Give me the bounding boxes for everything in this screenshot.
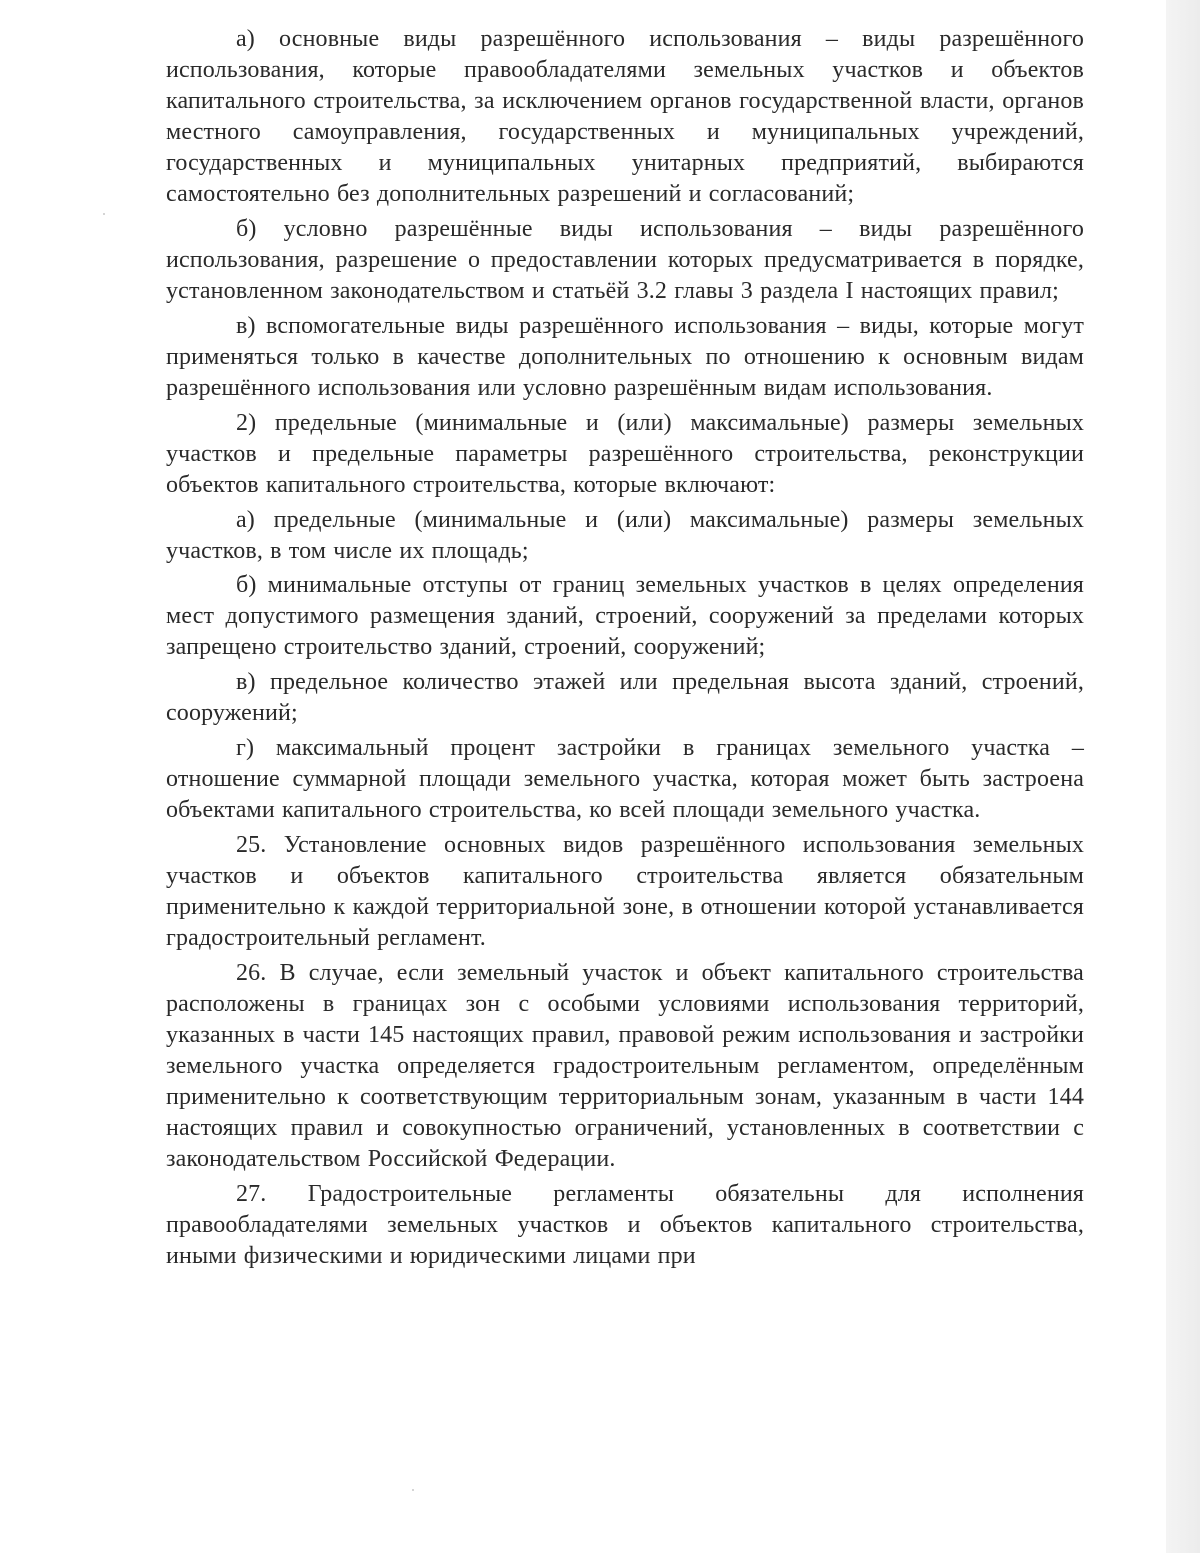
paragraph-minimum-setbacks: б) минимальные отступы от границ земельных участков в целях определения мест допустимого размещения зданий, строений, сооружений за пределами которых запрещено строительство зданий, строений, сооружений; (166, 572, 1084, 661)
scan-speck (412, 1489, 414, 1491)
paragraph-conditional-use-types: б) условно разрешённые виды использования – виды разрешённого использования, разрешение о предоставлении которых предусматривается в порядке, установленном законодательством и статьёй 3.2 главы 3 раздела I настоящих правил; (166, 215, 1084, 304)
paragraph-plot-sizes: а) предельные (минимальные и (или) максимальные) размеры земельных участков, в том числе их площадь; (166, 506, 1084, 564)
document-body (166, 24, 1084, 1276)
scan-speck (103, 213, 105, 215)
paragraph-26: 26. В случае, если земельный участок и объект капитального строительства расположены в границах зон с особыми условиями использования территорий, указанных в части 145 настоящих правил, правовой режим использования и застройки земельного участка определяется градостроительным регламентом, определённым применительно к соответствующим территориальным зонам, указанным в части 144 настоящих правил и совокупностью ограничений, установленных в соответствии с законодательством Российской Федерации. (166, 960, 1084, 1173)
paragraph-auxiliary-use-types: в) вспомогательные виды разрешённого использования – виды, которые могут применяться только в качестве дополнительных по отношению к основным видам разрешённого использования или условно разрешённым видам использования. (166, 312, 1084, 401)
scan-page-edge (1166, 0, 1200, 1553)
paragraph-main-use-types: а) основные виды разрешённого использования – виды разрешённого использования, которые правообладателями земельных участков и объектов капитального строительства, за исключением органов государственной власти, органов местного самоуправления, государственных и муниципальных учреждений, государственных и муниципальных унитарных предприятий, выбираются самостоятельно без дополнительных разрешений и согласований; (166, 26, 1084, 207)
paragraph-limit-parameters: 2) предельные (минимальные и (или) максимальные) размеры земельных участков и предельные параметры разрешённого строительства, реконструкции объектов капитального строительства, которые включают: (166, 409, 1084, 498)
paragraph-27: 27. Градостроительные регламенты обязательны для исполнения правообладателями земельных участков и объектов капитального строительства, иными физическими и юридическими лицами при (166, 1180, 1084, 1269)
paragraph-building-percentage: г) максимальный процент застройки в границах земельного участка – отношение суммарной площади земельного участка, которая может быть застроена объектами капитального строительства, ко всей площади земельного участка. (166, 735, 1084, 824)
paragraph-25: 25. Установление основных видов разрешённого использования земельных участков и объектов капитального строительства является обязательным применительно к каждой территориальной зоне, в отношении которой устанавливается градостроительный регламент. (166, 832, 1084, 952)
paragraph-floor-limit: в) предельное количество этажей или предельная высота зданий, строений, сооружений; (166, 669, 1084, 727)
